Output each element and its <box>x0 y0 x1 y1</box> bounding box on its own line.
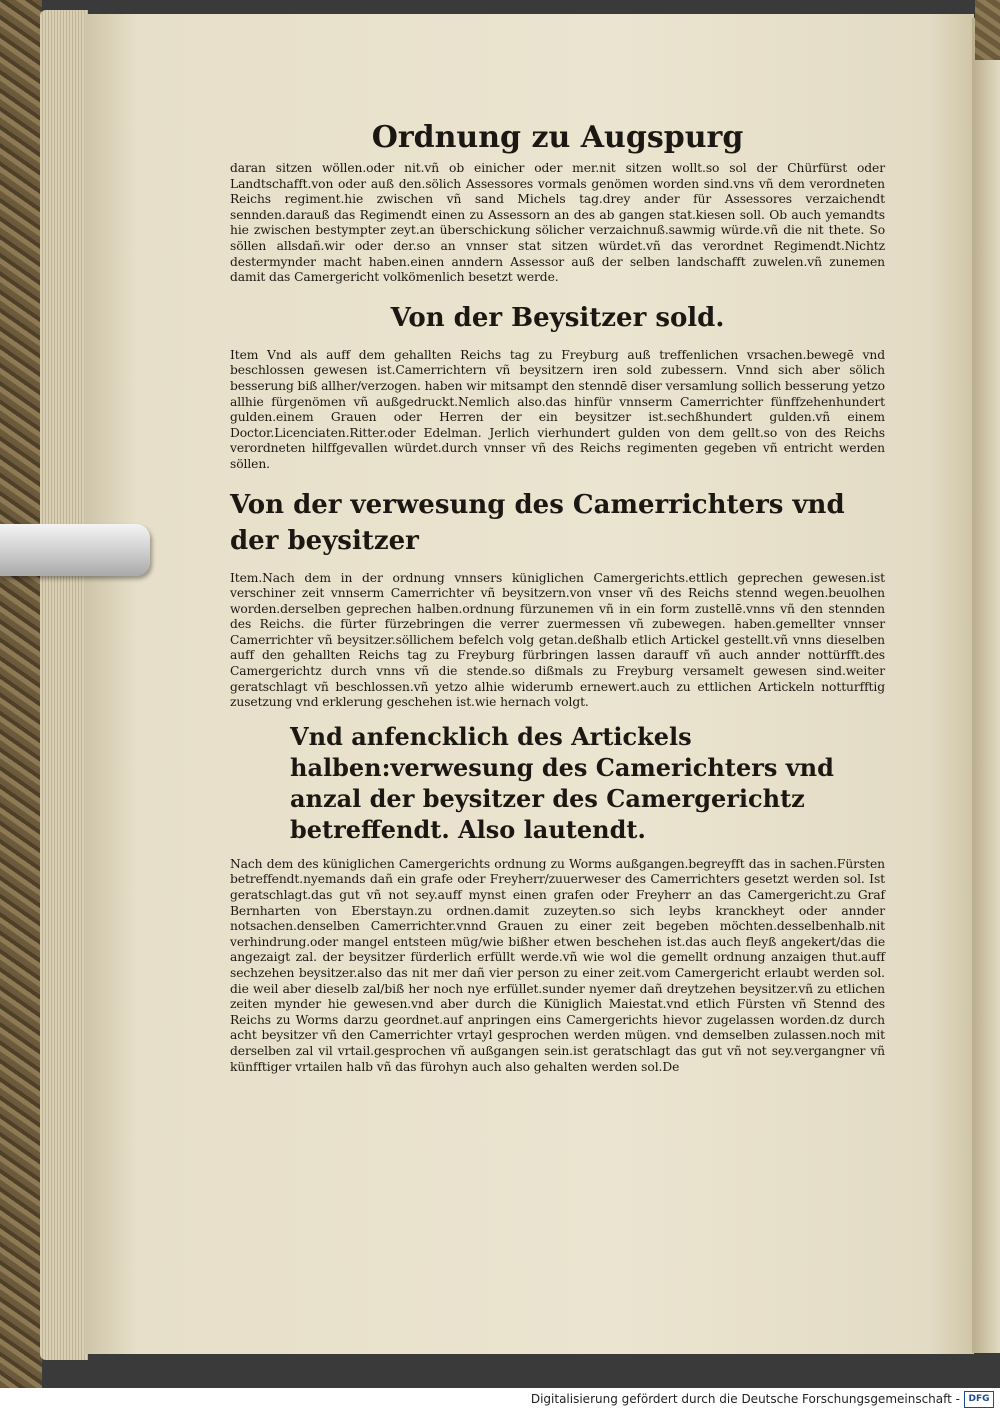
book-cover-left <box>0 0 42 1388</box>
paragraph-verwesung: Item.Nach dem in der ordnung vnnsers küniglichen Camergerichts.ettlich geprechen gewesen.ist verschiner zeit vnnserm Camerrichter vñ beysitzern.von vnser vñ des Reichs stennd wegen.beuolhen worden.derselben geprechen halben.ordnung fürzunemen vñ in ein form zustellē.vnns vñ den stennden des Reichs. die fürter fürzebringen die verrer zuermessen vñ zubewegen. haben.gemellter vnnser Camerrichter vñ beysitzer.söllichem befelch volg getan.deßhalb etlich Artickel gestellt.vñ vnns dieselben auff den gehallten Reichs tag zu Freyburg fürbringen lassen darauff vñ auch annder nottürfft.des Camergerichtz durch vnns vñ die stende.so dißmals zu Freyburg versamelt gewesen sind.weiter geratschlagt vñ beschlossen.vñ yetzo alhie widerumb ernewert.auch zu ettlichen Artickeln notturfftig zusetzung vnd erklerung geschehen ist.wie hernach volgt. <box>230 570 885 710</box>
section-heading-verwesung: Von der verwesung des Camerrichters vnd der beysitzer <box>230 489 845 556</box>
facing-page-edge <box>972 18 1000 1353</box>
funding-credit: Digitalisierung gefördert durch die Deutsche Forschungsgemeinschaft - <box>530 1392 960 1406</box>
running-head: Ordnung zu Augspurg <box>371 120 744 155</box>
section-subheading-artickel: Vnd anfencklich des Artickels halben:verwesung des Camerichters vnd anzal der beysitzer des Camergerichtz betreffendt. Also lautendt. <box>290 721 834 844</box>
book-cover-right <box>975 0 1000 60</box>
page-text <box>230 120 885 1075</box>
page-edges <box>40 10 88 1360</box>
page-clip <box>0 524 150 576</box>
dfg-logo: DFG <box>964 1391 994 1408</box>
paragraph-artickel: Nach dem des küniglichen Camergerichts ordnung zu Worms außgangen.begreyfft das in sachen.Fürsten betreffendt.nyemands dañ ein grafe oder Freyherr/zuuerweser des Camerrichters gesetzt werden sol. Ist geratschlagt.das gut vñ not sey.auff mynst einen grafen oder Freyherr an das Camergericht.zu Graf Bernharten von Eberstayn.zu ordnen.damit zuzeyten.so sich leybs kranckheyt oder annder notsachen.denselben Camerrichter.vnnd Grauen zu einer zeit begeben möchten.desselbenhalb.nit verhindrung.oder mangel entsteen müg/wie bißher etwen beschehen ist.das auch fleyß angekert/das die angezaigt zal. der beysitzer fürderlich erfüllt werde.vñ wie wol die gemellt ordnung anzaigen thut.auff sechzehen beysitzer.also das nit mer dañ vier person zu einer zeit.vom Camergericht erlaubt werden sol. die weil aber dieselb zal/biß her noch nye erfüllet.sunder nyemer dañ dreytzehen beysitzer.vñ zu etlichen zeiten mynder hie gewesen.vnd aber durch die Küniglich Maiestat.vnd etlich Fürsten vñ Stennd des Reichs zu Worms darzu geordnet.auf anpringen eins Camergerichts hievor zugelassen worden.dz durch acht beysitzer vñ den Camerrichter vrtayl gesprochen werden mügen. vnd demselben zulassen.noch mit derselben zal vil vrtail.gesprochen vñ außgangen sein.ist geratschlagt das gut vñ not sey.vergangner vñ künfftiger vrtailen halb vñ das fürohyn auch also gehalten werden sol.De <box>230 856 885 1074</box>
intro-paragraph: daran sitzen wöllen.oder nit.vñ ob einicher oder mer.nit sitzen wollt.so sol der Chürfürst oder Landtschafft.von oder auß den.sölich Assessores vormals genömen worden sind.vns vñ dem verordneten Reichs regiment.hie zwischen vñ sand Michels tag.drey ander für Assessores verzaichendt sennden.darauß das Regimendt einen zu Assessorn an des ab gangen stat.kiesen soll. Ob auch yemandts hie zwischen bestympter zeyt.an überschickung sölicher verzaichnuß.sawmig würde.vñ die nit thete. So söllen allsdañ.wir oder der.so an vnnser stat sitzen würdet.vñ das verordnet Regimendt.Nichtz destermynder macht haben.einen anndern Assessor auß der selben landschafft zuwelen.vñ zunemen damit das Camergericht volkömenlich besetzt werde. <box>230 161 885 285</box>
section-heading-sold: Von der Beysitzer sold. <box>390 302 725 333</box>
paragraph-sold: Item Vnd als auff dem gehallten Reichs tag zu Freyburg auß treffenlichen vrsachen.bewegē vnd beschlossen gewesen ist.Camerrichtern vñ beysitzern iren sold zubessern. Vnnd sich aber sölich besserung biß allher/verzogen. haben wir mitsampt den stenndē diser versamlung sollich besserung yetzo allhie fürgenömen vñ außgedruckt.Nemlich also.das hinfür vnnserm Camerrichter fünffzehenhundert gulden.einem Grauen oder Herren der ein beysitzer ist.sechßhundert gulden.vñ einem Doctor.Licenciaten.Ritter.oder Edelman. Jerlich vierhundert gulden von dem gellt.so von des Reichs verordneten hilffgevallen würdet.durch vnnser vñ des Reichs regimenten gegeben vñ entricht werden söllen. <box>230 347 885 471</box>
footer-bar <box>0 1388 1000 1410</box>
